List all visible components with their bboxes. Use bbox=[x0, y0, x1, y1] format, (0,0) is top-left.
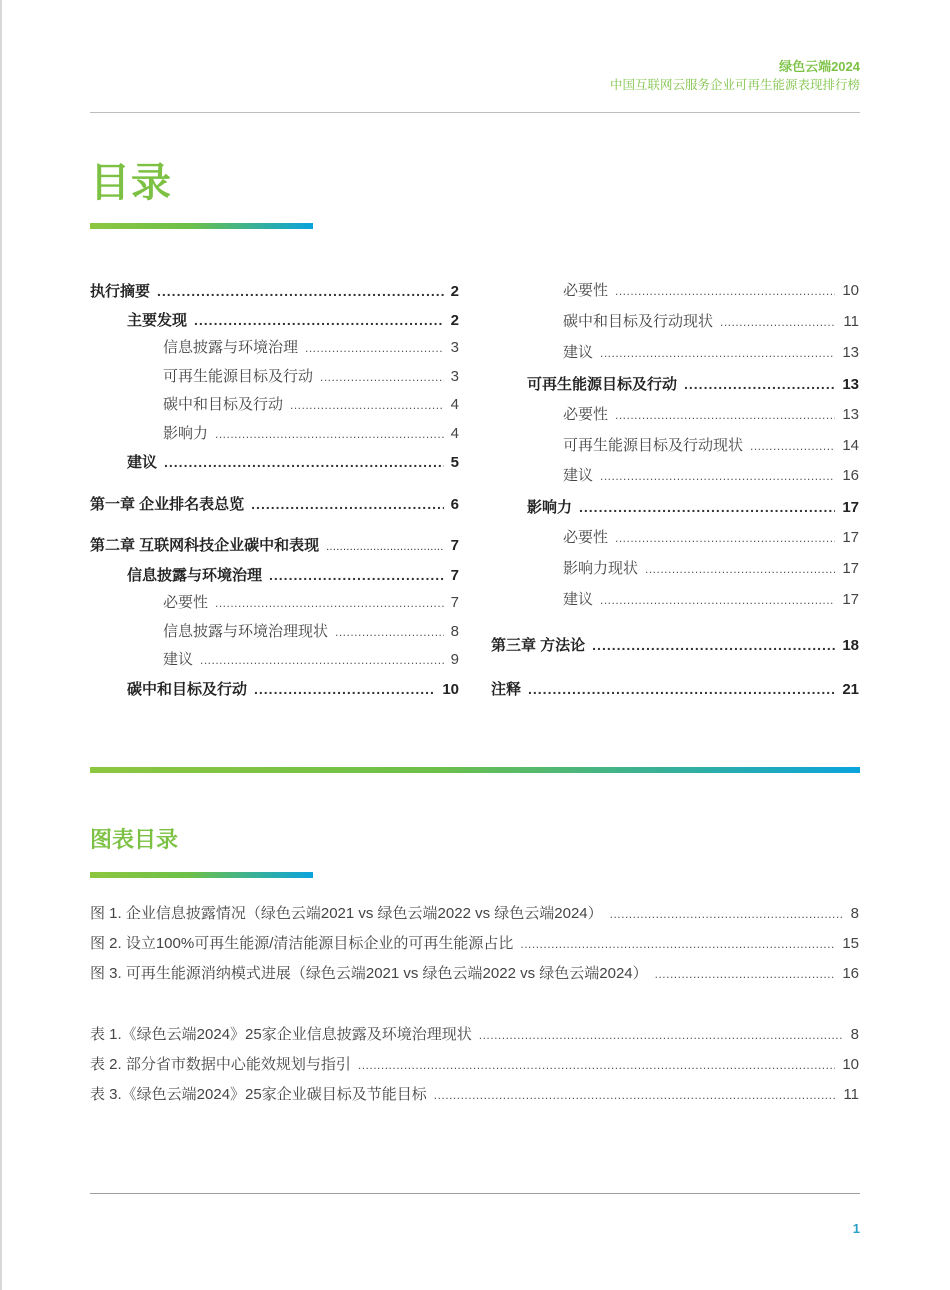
toc-leader bbox=[655, 962, 836, 986]
toc-leader bbox=[305, 336, 444, 360]
toc-entry[interactable] bbox=[563, 434, 859, 458]
toc-entry-label: 碳中和目标及行动 bbox=[127, 681, 248, 698]
title-underline bbox=[90, 223, 313, 229]
toc-entry-page: 4 bbox=[450, 396, 459, 413]
toc-entry-page: 7 bbox=[450, 537, 459, 554]
toc-entry-label: 信息披露与环境治理现状 bbox=[163, 623, 329, 640]
toc-leader bbox=[254, 677, 435, 701]
toc-entry-page: 17 bbox=[842, 591, 859, 608]
toc-entry-label: 影响力 bbox=[163, 425, 209, 442]
toc-entry[interactable] bbox=[163, 591, 459, 615]
toc-entry[interactable] bbox=[563, 526, 859, 550]
toc-entry-label: 第一章 企业排名表总览 bbox=[90, 496, 245, 513]
table-entry-page: 10 bbox=[842, 1056, 859, 1073]
toc-leader bbox=[335, 620, 444, 644]
toc-leader bbox=[358, 1053, 835, 1077]
toc-entry-page: 8 bbox=[450, 623, 459, 640]
table-entry-page: 8 bbox=[850, 1026, 859, 1043]
toc-leader bbox=[600, 464, 835, 488]
toc-leader bbox=[645, 557, 835, 581]
toc-leader bbox=[479, 1023, 844, 1047]
toc-entry[interactable] bbox=[163, 393, 459, 417]
toc-entry-page: 13 bbox=[842, 376, 859, 393]
report-title: 绿色云端2024 bbox=[779, 59, 860, 74]
toc-entry-page: 17 bbox=[842, 499, 859, 516]
toc-entry[interactable] bbox=[127, 450, 459, 474]
toc-entry[interactable] bbox=[563, 403, 859, 427]
toc-entry[interactable] bbox=[163, 336, 459, 360]
toc-leader bbox=[579, 495, 835, 519]
page-edge bbox=[0, 0, 2, 1290]
figure-entry[interactable] bbox=[90, 902, 859, 926]
figure-entry-label: 图 2. 设立100%可再生能源/清洁能源目标企业的可再生能源占比 bbox=[90, 935, 514, 952]
toc-entry-page: 7 bbox=[450, 567, 459, 584]
toc-leader bbox=[520, 932, 835, 956]
toc-entry[interactable] bbox=[527, 372, 859, 396]
toc-entry[interactable] bbox=[127, 677, 459, 701]
table-entry[interactable] bbox=[90, 1053, 859, 1077]
section-divider bbox=[90, 767, 860, 773]
table-entry[interactable] bbox=[90, 1023, 859, 1047]
toc-leader bbox=[215, 422, 444, 446]
toc-entry-page: 10 bbox=[442, 681, 459, 698]
toc-entry-label: 碳中和目标及行动 bbox=[163, 396, 284, 413]
toc-entry[interactable] bbox=[563, 557, 859, 581]
toc-leader bbox=[320, 365, 444, 389]
toc-entry-page: 3 bbox=[450, 368, 459, 385]
toc-entry-label: 必要性 bbox=[563, 406, 609, 423]
toc-entry-label: 第三章 方法论 bbox=[491, 637, 586, 654]
toc-entry[interactable] bbox=[491, 633, 859, 657]
toc-entry-page: 4 bbox=[450, 425, 459, 442]
toc-entry-label: 建议 bbox=[563, 591, 594, 608]
toc-leader bbox=[326, 535, 443, 559]
toc-leader bbox=[164, 450, 444, 474]
toc-leader bbox=[684, 372, 835, 396]
toc-entry-page: 18 bbox=[842, 637, 859, 654]
toc-leader bbox=[600, 341, 835, 365]
figure-entry-page: 8 bbox=[850, 905, 859, 922]
figure-entry-page: 15 bbox=[842, 935, 859, 952]
toc-entry-label: 可再生能源目标及行动现状 bbox=[563, 437, 744, 454]
toc-leader bbox=[269, 563, 444, 587]
toc-leader bbox=[215, 591, 444, 615]
toc-entry-label: 影响力 bbox=[527, 499, 573, 516]
toc-entry[interactable] bbox=[163, 422, 459, 446]
toc-leader bbox=[434, 1083, 837, 1107]
toc-entry-page: 7 bbox=[450, 594, 459, 611]
table-entry-page: 11 bbox=[843, 1086, 859, 1103]
toc-entry-label: 可再生能源目标及行动 bbox=[527, 376, 678, 393]
page-number: 1 bbox=[852, 1221, 860, 1236]
figures-title-underline bbox=[90, 872, 313, 878]
table-entry-label: 表 1.《绿色云端2024》25家企业信息披露及环境治理现状 bbox=[90, 1026, 472, 1043]
toc-entry[interactable] bbox=[527, 495, 859, 519]
toc-leader bbox=[528, 677, 835, 701]
toc-entry[interactable] bbox=[90, 534, 459, 558]
footer-divider bbox=[90, 1193, 860, 1194]
toc-entry-label: 必要性 bbox=[163, 594, 209, 611]
toc-leader bbox=[592, 633, 835, 657]
toc-entry-page: 17 bbox=[842, 560, 859, 577]
toc-entry-label: 必要性 bbox=[563, 282, 609, 299]
toc-leader bbox=[610, 902, 844, 926]
toc-entry-label: 建议 bbox=[563, 467, 594, 484]
toc-leader bbox=[290, 393, 444, 417]
toc-entry-label: 信息披露与环境治理 bbox=[127, 567, 263, 584]
toc-entry-page: 13 bbox=[842, 344, 859, 361]
toc-entry-label: 执行摘要 bbox=[90, 283, 151, 300]
toc-entry[interactable] bbox=[563, 279, 859, 303]
toc-entry-page: 11 bbox=[843, 313, 859, 330]
toc-leader bbox=[251, 492, 443, 516]
toc-leader bbox=[720, 310, 836, 334]
page-title: 目录 bbox=[90, 161, 172, 205]
toc-entry-page: 16 bbox=[842, 467, 859, 484]
toc-entry[interactable] bbox=[491, 677, 859, 701]
toc-leader bbox=[615, 403, 835, 427]
toc-entry-label: 第二章 互联网科技企业碳中和表现 bbox=[90, 537, 320, 554]
figure-entry[interactable] bbox=[90, 962, 859, 986]
toc-entry[interactable] bbox=[90, 279, 459, 303]
toc-entry[interactable] bbox=[163, 648, 459, 672]
figures-section-title: 图表目录 bbox=[90, 827, 179, 852]
toc-entry-page: 6 bbox=[450, 496, 459, 513]
toc-entry[interactable] bbox=[90, 492, 459, 516]
toc-entry-page: 13 bbox=[842, 406, 859, 423]
toc-entry-page: 21 bbox=[842, 681, 859, 698]
toc-entry[interactable] bbox=[563, 464, 859, 488]
toc-entry[interactable] bbox=[127, 563, 459, 587]
figure-entry-page: 16 bbox=[842, 965, 859, 982]
figure-entry-label: 图 3. 可再生能源消纳模式进展（绿色云端2021 vs 绿色云端2022 vs 绿色云端2024） bbox=[90, 965, 648, 982]
toc-entry[interactable] bbox=[563, 310, 859, 334]
table-entry-label: 表 2. 部分省市数据中心能效规划与指引 bbox=[90, 1056, 351, 1073]
toc-entry[interactable] bbox=[127, 308, 459, 332]
toc-leader bbox=[615, 279, 835, 303]
header-divider bbox=[90, 112, 860, 113]
toc-entry-label: 建议 bbox=[163, 651, 194, 668]
toc-entry-label: 碳中和目标及行动现状 bbox=[563, 313, 714, 330]
toc-entry[interactable] bbox=[563, 341, 859, 365]
toc-entry[interactable] bbox=[163, 365, 459, 389]
toc-entry[interactable] bbox=[163, 620, 459, 644]
figure-entry-label: 图 1. 企业信息披露情况（绿色云端2021 vs 绿色云端2022 vs 绿色云端2024） bbox=[90, 905, 603, 922]
toc-leader bbox=[157, 279, 444, 303]
table-entry-label: 表 3.《绿色云端2024》25家企业碳目标及节能目标 bbox=[90, 1086, 427, 1103]
toc-entry-label: 信息披露与环境治理 bbox=[163, 339, 299, 356]
toc-leader bbox=[194, 308, 444, 332]
toc-entry[interactable] bbox=[563, 588, 859, 612]
toc-entry-label: 影响力现状 bbox=[563, 560, 639, 577]
table-entry[interactable] bbox=[90, 1083, 859, 1107]
toc-leader bbox=[200, 648, 444, 672]
toc-entry-label: 必要性 bbox=[563, 529, 609, 546]
toc-entry-page: 5 bbox=[450, 454, 459, 471]
toc-entry-page: 2 bbox=[450, 312, 459, 329]
toc-entry-label: 建议 bbox=[127, 454, 158, 471]
toc-entry-page: 9 bbox=[450, 651, 459, 668]
toc-entry-page: 2 bbox=[450, 283, 459, 300]
toc-entry-page: 3 bbox=[450, 339, 459, 356]
toc-entry-page: 14 bbox=[842, 437, 859, 454]
toc-entry-label: 可再生能源目标及行动 bbox=[163, 368, 314, 385]
toc-leader bbox=[750, 434, 835, 458]
toc-entry-label: 建议 bbox=[563, 344, 594, 361]
toc-entry-label: 主要发现 bbox=[127, 312, 188, 329]
toc-entry-page: 17 bbox=[842, 529, 859, 546]
toc-leader bbox=[615, 526, 835, 550]
toc-leader bbox=[600, 588, 835, 612]
figure-entry[interactable] bbox=[90, 932, 859, 956]
toc-entry-page: 10 bbox=[842, 282, 859, 299]
report-subtitle: 中国互联网云服务企业可再生能源表现排行榜 bbox=[609, 78, 860, 92]
toc-entry-label: 注释 bbox=[491, 681, 522, 698]
